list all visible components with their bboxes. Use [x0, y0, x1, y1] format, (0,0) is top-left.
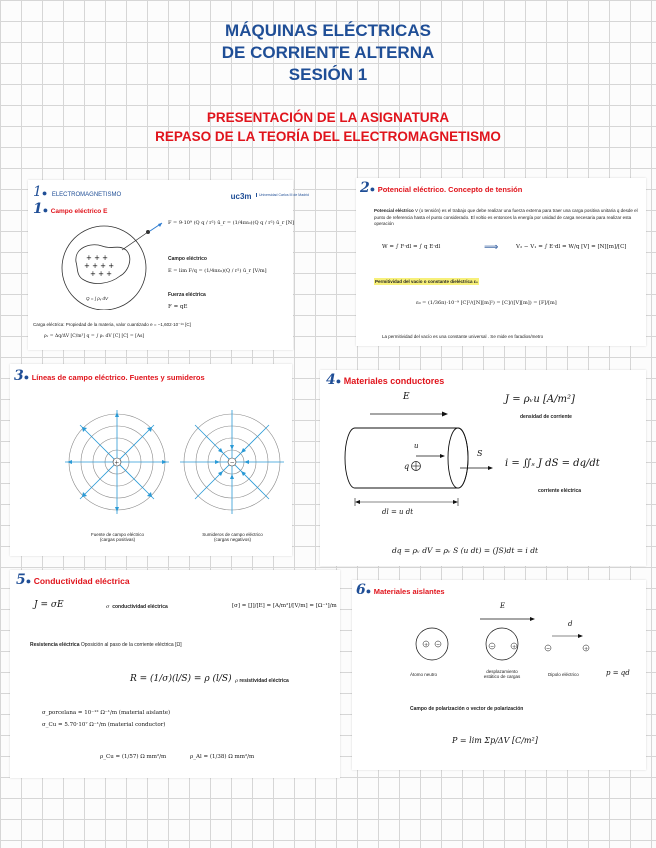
section-heading: ELECTROMAGNETISMO	[51, 192, 122, 198]
main-title	[0, 20, 656, 86]
slide-potencial	[356, 178, 646, 346]
permitividad-note: La permitividad del vacío es una constante universal . Se mide en faradios/metro	[382, 334, 544, 339]
annotation-number: 6	[356, 582, 366, 598]
subtitle	[0, 108, 656, 146]
svg-text:+: +	[114, 459, 120, 467]
annotation-number: 3	[14, 368, 24, 384]
sigma-label: conductividad eléctrica	[112, 604, 168, 610]
sigma-units: [σ] = [J]/[E] = [A/m²]/[V/m] = [Ω⁻¹]/m	[232, 603, 337, 609]
slide-title-text: Conductividad eléctrica	[33, 576, 130, 586]
fuente-caption	[60, 532, 175, 542]
slide-campo-electrico	[28, 180, 309, 350]
conductor-diagram	[340, 388, 500, 528]
subtitle-line-1: PRESENTACIÓN DE LA ASIGNATURA	[206, 110, 450, 125]
coulomb-equation: F = 9·10⁹ (Q q / r²) ū_r = (1/4πε₀)(Q q / r²) ū_r [N]	[168, 220, 295, 226]
J-equation: J = ρᵥu [A/m²]	[505, 394, 575, 405]
carga-text: Carga eléctrica: Propiedad de la materia, valor cuantizado e = −1,602·10⁻¹⁹ [C]	[33, 322, 191, 327]
annotation-number: 4	[326, 372, 336, 388]
annotation-number: 1	[33, 201, 43, 217]
rho-label: resistividad eléctrica	[239, 678, 289, 684]
svg-text:+ + + +: + + + +	[84, 262, 115, 270]
annotation-number: 5	[16, 572, 26, 588]
S-label: S	[477, 449, 483, 458]
fuerza-label: Fuerza eléctrica	[168, 292, 206, 298]
E-label: E	[403, 392, 410, 402]
fuerza-equation: F = qE	[168, 304, 188, 310]
bullet-icon: ●	[42, 205, 49, 215]
rho-cobre: ρ_Cu = (1/57) Ω mm²/m	[100, 754, 167, 760]
charge-distribution-diagram	[50, 220, 170, 310]
campo-label: Campo eléctrico	[168, 256, 207, 262]
E-label: E	[500, 602, 506, 610]
bullet-icon: ●	[369, 184, 376, 194]
sumidero-caption	[175, 532, 290, 542]
polarization-label: Campo de polarización o vector de polarización	[410, 706, 524, 712]
voltage-equation: V₂ − V₁ = ∫ E·dl = W/q [V] = [N][m]/[C]	[516, 244, 627, 250]
J-sigma-equation: J = σE	[34, 600, 64, 610]
bullet-icon: ●	[335, 376, 342, 386]
svg-text:−: −	[546, 646, 551, 652]
q-label: q	[404, 462, 410, 471]
slide-title	[326, 372, 444, 388]
bullet-icon: ●	[41, 188, 48, 198]
J-label: densidad de corriente	[520, 414, 572, 420]
logo-text: uc3m	[230, 192, 252, 201]
slide-title-text: Potencial eléctrico. Concepto de tensión	[377, 185, 523, 194]
caption-line: estático de cargas	[483, 674, 521, 679]
slide-title-text: Materiales conductores	[343, 376, 445, 386]
annotation-number: 1	[33, 184, 42, 200]
svg-text:+ + +: + + +	[90, 270, 113, 278]
epsilon-equation: ε₀ = (1/36π)·10⁻⁹ [C]²/([N][m]²) = [C]/([V][m]) = [F]/[m]	[416, 300, 557, 306]
slide-lineas-campo	[10, 364, 292, 556]
slide-title-text: Materiales aislantes	[373, 587, 445, 596]
definition-text: V (o tensión) es el trabajo que debe realizar una fuerza externa para traer una carga positiva unitaria q desde el punto de referencia hasta el punto considerado. El voltio es entonces la energía por unidad de carga necesaria para realizar esta operación	[374, 208, 638, 226]
resistencia-term: Resistencia eléctrica	[30, 642, 80, 648]
dl-label: dl = u dt	[382, 508, 414, 516]
slide-title	[14, 368, 205, 384]
i-equation: i = ∬ₛ J dS = dq/dt	[505, 458, 600, 469]
title-line-3: SESIÓN 1	[288, 65, 368, 84]
title-line-2: DE CORRIENTE ALTERNA	[221, 43, 435, 62]
bullet-icon: ●	[25, 576, 32, 586]
permitividad-highlight: Permitividad del vacío o constante dieléctrica ε₀	[375, 279, 478, 284]
bullet-icon: ●	[23, 372, 30, 382]
resistencia-definition: Oposición al paso de la corriente eléctrica [Ω]	[79, 642, 182, 648]
density-equation: ρᵥ = Δq/ΔV [C/m³] q = ∫ ρᵥ dV [C] [C] = [As]	[44, 334, 145, 339]
definition-term: Potencial eléctrico	[374, 208, 414, 213]
svg-text:−: −	[490, 644, 495, 650]
polarization-equation: P = lim Σp/ΔV [C/m²]	[452, 736, 538, 745]
slide-title	[16, 572, 130, 588]
caption-line: (cargas positivas)	[99, 537, 136, 542]
sumidero-field-diagram	[175, 410, 290, 525]
dipolo-caption: Dipolo eléctrico	[548, 672, 579, 677]
svg-text:+ + +: + + +	[86, 254, 109, 262]
d-label: d	[568, 620, 573, 628]
work-equation: W = ∫ F·dl = ∫ q E·dl	[382, 244, 441, 250]
sigma-cobre: σ_Cu = 5.70·10⁷ Ω⁻¹/m (material conductor)	[42, 722, 166, 728]
desplazamiento-caption	[470, 669, 534, 679]
slide-heading	[33, 183, 121, 201]
sigma-label-row	[106, 604, 168, 610]
i-label: corriente eléctrica	[538, 488, 582, 494]
svg-text:+: +	[584, 646, 589, 652]
atom-caption: Átomo neutro	[410, 672, 438, 677]
bullet-icon: ●	[365, 586, 372, 596]
charge-integral: Q = ∫ ρᵥ dV	[86, 296, 109, 301]
uc3m-logo	[230, 186, 309, 204]
caption-line: Fuente de campo eléctrico	[90, 532, 145, 537]
slide-materiales-conductores	[320, 370, 646, 566]
slide-title	[360, 180, 522, 196]
svg-text:−: −	[229, 459, 235, 467]
svg-text:+: +	[424, 642, 429, 648]
campo-equation: E = lim F/q = (1/4πε₀)(Q / r²) ū_r [V/m]	[168, 268, 267, 274]
annotation-number: 2	[360, 180, 370, 196]
caption-line: (cargas negativos)	[213, 537, 252, 542]
R-equation: R = (1/σ)(l/S) = ρ (l/S)	[130, 674, 232, 684]
dipole-equation: p = qd	[606, 669, 630, 677]
rho-aluminio: ρ_Al = (1/38) Ω mm²/m	[190, 754, 255, 760]
potencial-definition	[374, 208, 639, 228]
title-line-1: MÁQUINAS ELÉCTRICAS	[225, 21, 431, 40]
rho-label-row	[235, 678, 289, 684]
slide-title-text: Campo eléctrico E	[50, 208, 108, 215]
fuente-field-diagram	[60, 410, 175, 525]
slide-title-text: Líneas de campo eléctrico. Fuentes y sumideros	[31, 373, 205, 382]
slide-materiales-aislantes	[352, 580, 646, 770]
sigma-porcelana: σ_porcelana = 10⁻¹² Ω⁻¹/m (material aislante)	[42, 710, 171, 716]
rho-symbol: ρ	[235, 678, 238, 684]
resistencia-text	[30, 642, 182, 648]
slide-conductividad	[10, 570, 340, 778]
logo-subtext: Universidad Carlos III de Madrid	[256, 193, 285, 197]
arrow-icon: ⟹	[484, 242, 499, 253]
slide-title	[356, 582, 445, 598]
sigma-symbol: σ	[106, 604, 110, 610]
caption-line: desplazamiento	[486, 669, 518, 674]
svg-text:+: +	[512, 644, 517, 650]
dq-equation: dq = ρᵥ dV = ρᵥ S (u dt) = (JS)dt = i dt	[392, 546, 539, 555]
subtitle-line-2: REPASO DE LA TEORÍA DEL ELECTROMAGNETISMO	[155, 129, 501, 144]
u-label: u	[414, 442, 419, 450]
slide-title	[33, 201, 107, 217]
svg-text:−: −	[436, 642, 441, 648]
caption-line: Sumideros de campo eléctrico	[202, 532, 263, 537]
